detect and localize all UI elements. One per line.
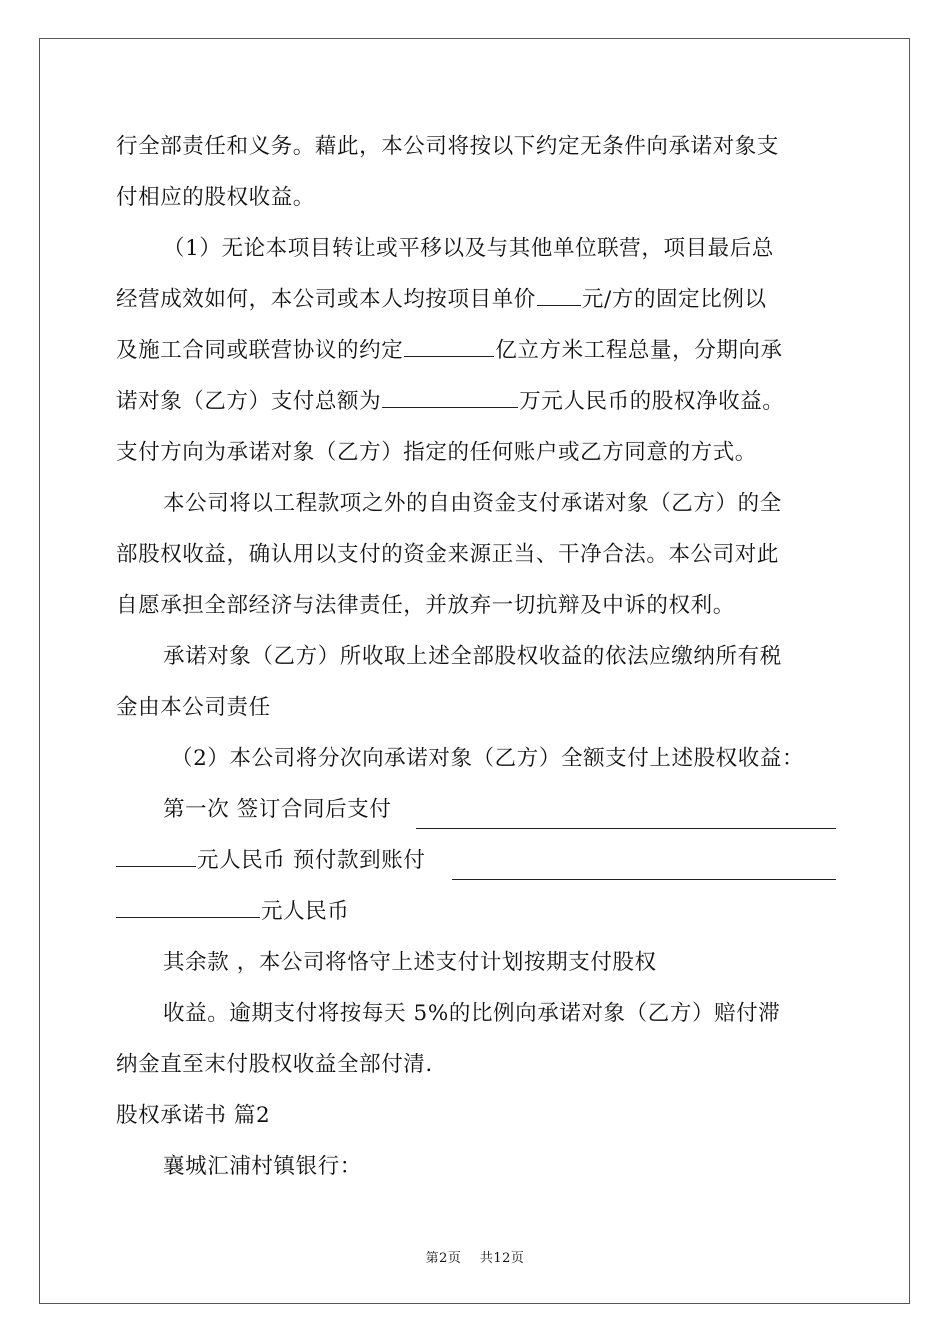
paragraph-line: （1）无论本项目转让或平移以及与其他单位联营，项目最后总	[163, 236, 774, 261]
paragraph-line: 行全部责任和义务。藉此，本公司将按以下约定无条件向承诺对象支	[116, 134, 780, 159]
paragraph-line: 收益。逾期支付将按每天 5%的比例向承诺对象（乙方）赔付滞	[163, 1001, 781, 1026]
paragraph-line: 元人民币 预付款到账付	[116, 842, 836, 893]
paragraph-line: 纳金直至末付股权收益全部付清.	[116, 1052, 433, 1077]
prepayment-amount-blank[interactable]	[116, 893, 260, 918]
section-heading: 股权承诺书 篇2	[116, 1103, 271, 1128]
paragraph-line: 及施工合同或联营协议的约定 亿立方米工程总量，分期向承	[116, 332, 836, 383]
paragraph-line: 第一次 签订合同后支付	[116, 791, 836, 842]
paragraph-line: 部股权收益，确认用以支付的资金来源正当、干净合法。本公司对此	[116, 542, 780, 567]
paragraph-line: 经营成效如何，本公司或本人均按项目单价 元/方的固定比例以	[116, 281, 836, 332]
addressee: 襄城汇浦村镇银行：	[163, 1154, 362, 1179]
first-amount-blank[interactable]	[116, 842, 196, 867]
first-payment-blank[interactable]	[416, 828, 836, 829]
paragraph-line: 诺对象（乙方）支付总额为 万元人民币的股权净收益。	[116, 383, 836, 434]
paragraph-line: 本公司将以工程款项之外的自由资金支付承诺对象（乙方）的全	[163, 491, 782, 516]
paragraph-line: 自愿承担全部经济与法律责任，并放弃一切抗辩及中诉的权利。	[116, 593, 735, 618]
unit-price-blank[interactable]	[537, 281, 581, 306]
paragraph-line: 支付方向为承诺对象（乙方）指定的任何账户或乙方同意的方式。	[116, 440, 757, 465]
paragraph-line: （2）本公司将分次向承诺对象（乙方）全额支付上述股权收益：	[171, 746, 805, 771]
paragraph-line: 元人民币	[116, 893, 836, 944]
paragraph-line: 付相应的股权收益。	[116, 185, 315, 210]
volume-blank[interactable]	[404, 332, 494, 357]
total-amount-blank[interactable]	[382, 383, 518, 408]
document-body	[116, 128, 836, 1199]
paragraph-line: 承诺对象（乙方）所收取上述全部股权收益的依法应缴纳所有税	[163, 644, 782, 669]
page-footer	[0, 1247, 950, 1266]
page-number: 第2页	[425, 1251, 462, 1266]
paragraph-line: 金由本公司责任	[116, 695, 271, 720]
page-total: 共12页	[479, 1251, 525, 1266]
paragraph-line: 其余款 ，本公司将恪守上述支付计划按期支付股权	[163, 950, 657, 975]
prepayment-blank[interactable]	[452, 879, 836, 880]
